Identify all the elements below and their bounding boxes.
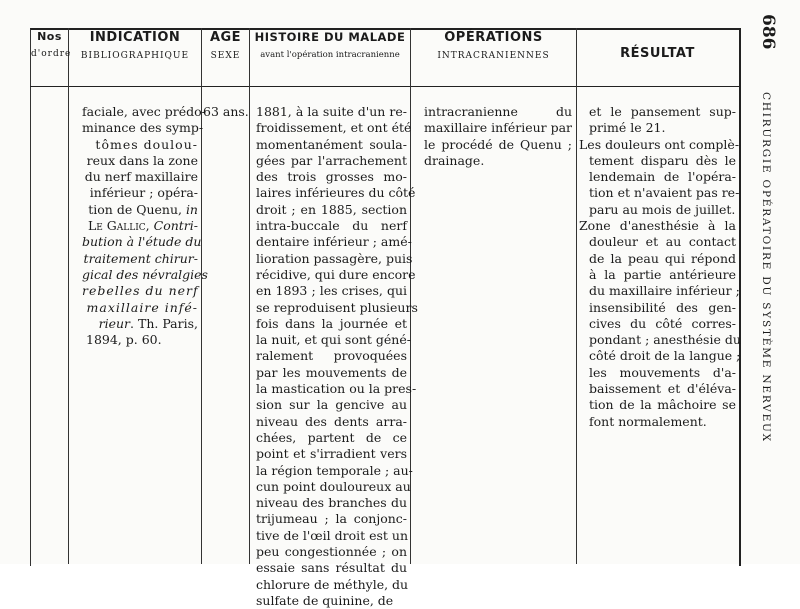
text-line: tement disparu dès le: [589, 152, 736, 168]
text-line: drainage.: [424, 152, 485, 168]
text-line: laires inférieures du côté: [256, 185, 416, 201]
text-line: minance des symp-: [82, 120, 204, 136]
text-line: la mastication ou la pres-: [256, 381, 417, 397]
text-line: du maxillaire inférieur ;: [589, 283, 740, 299]
text-line: droit ; en 1885, section: [256, 201, 407, 217]
text-line: pondant ; anesthésie du: [589, 332, 741, 348]
text-line: Les douleurs ont complè-: [579, 136, 740, 152]
column-divider: [68, 28, 69, 564]
text-line: tion de la mâchoire se: [589, 397, 736, 413]
running-head: CHIRURGIE OPÉRATOIRE DU SYSTÈME NERVEUX: [760, 92, 772, 443]
header-histoire: [250, 30, 410, 86]
text-line: côté droit de la langue ;: [589, 348, 741, 364]
resultat-cell: [579, 104, 741, 430]
text-line: par les mouvements de: [256, 364, 407, 380]
indication-cell: [82, 104, 208, 348]
page-number: 686: [758, 14, 778, 50]
header-resultat: [577, 46, 738, 102]
operations-cell: [424, 104, 572, 169]
header-resultat-title: RÉSULTAT: [620, 46, 695, 61]
text-line: inférieur ; opéra-: [89, 185, 198, 201]
text-line: rebelles du nerf: [82, 283, 199, 299]
text-line: font normalement.: [589, 413, 707, 429]
text-line: paru au mois de juillet.: [589, 201, 736, 217]
text-line: bution à l'étude du: [82, 234, 202, 250]
header-operations: [411, 30, 576, 86]
text-line: tion et n'avaient pas re-: [589, 185, 740, 201]
text-line: insensibilité des gen-: [589, 299, 736, 315]
text-line: baissement et d'éléva-: [589, 381, 736, 397]
text-line: Zone d'anesthésie à la: [579, 218, 736, 234]
text-line: les mouvements d'a-: [589, 364, 736, 380]
text-line: sion sur la gencive au: [256, 397, 407, 413]
column-divider: [249, 28, 250, 564]
header-nos-sub: d'ordre: [31, 49, 72, 59]
text-line: gées par l'arrachement: [256, 152, 407, 168]
text-line: à la partie antérieure: [589, 266, 736, 282]
text-line: trijumeau ; la conjonc-: [256, 511, 407, 527]
text-line: tômes doulou-: [95, 136, 198, 152]
text-line: maxillaire infé-: [86, 299, 198, 315]
header-operations-sub: INTRACRANIENNES: [437, 51, 550, 61]
header-indication-sub: BIBLIOGRAPHIQUE: [80, 51, 190, 61]
text-line: en 1893 ; les crises, qui: [256, 283, 407, 299]
text-line: du nerf maxillaire: [84, 169, 198, 185]
text-line: gical des névralgies: [82, 266, 208, 282]
text-line: faciale, avec prédo-: [82, 104, 206, 119]
text-line: cun point douloureux au: [256, 478, 411, 494]
text-line: rieur. Th. Paris,: [98, 315, 198, 331]
text-line: le procédé de Quenu ;: [424, 136, 572, 152]
text-line: traitement chirur-: [83, 250, 198, 266]
text-line: la nuit, et qui sont géné-: [256, 332, 411, 348]
text-line: douleur et au contact: [589, 234, 736, 250]
header-age-title: AGE: [209, 30, 242, 45]
column-divider: [576, 28, 577, 564]
text-line: et le pansement sup-: [589, 104, 736, 119]
text-line: de la peau qui répond: [589, 250, 736, 266]
text-line: fois dans la journée et: [256, 315, 407, 331]
text-line: Le Gallic, Contri-: [87, 218, 198, 234]
text-line: dentaire inférieur ; amé-: [256, 234, 412, 250]
text-line: chlorure de méthyle, du: [256, 576, 409, 592]
text-line: tive de l'œil droit est un: [256, 527, 408, 543]
text-line: sulfate de quinine, de: [256, 592, 394, 608]
text-line: niveau des dents arra-: [256, 413, 407, 429]
age-value: 63 ans.: [203, 104, 249, 119]
text-line: essaie sans résultat du: [256, 560, 407, 576]
text-line: primé le 21.: [589, 120, 666, 136]
header-nos: [31, 30, 72, 86]
text-line: froidissement, et ont été: [256, 120, 412, 136]
text-line: momentanément soula-: [256, 136, 407, 152]
text-line: maxillaire inférieur par: [424, 120, 573, 136]
text-line: 1881, à la suite d'un re-: [256, 104, 407, 119]
age-cell: [203, 104, 249, 120]
text-line: point et s'irradient vers: [256, 446, 407, 462]
header-indication-title: INDICATION: [89, 30, 181, 45]
header-indication: [69, 30, 201, 86]
text-line: peu congestionnée ; on: [256, 544, 407, 560]
header-age: [202, 30, 249, 86]
header-histoire-title: HISTOIRE DU MALADE: [254, 30, 406, 44]
text-line: intra-buccale du nerf: [256, 218, 407, 234]
text-line: niveau des branches du: [256, 495, 407, 511]
text-line: ralement provoquées: [256, 348, 407, 364]
header-nos-title: Nos: [37, 30, 62, 43]
text-line: tion de Quenu, in: [88, 201, 198, 217]
header-histoire-sub: avant l'opération intracranienne: [260, 50, 400, 60]
text-line: lioration passagère, puis: [256, 250, 413, 266]
text-line: des trois grosses mo-: [256, 169, 407, 185]
text-line: reux dans la zone: [86, 152, 198, 168]
text-line: lendemain de l'opéra-: [589, 169, 736, 185]
header-operations-title: OPÉRATIONS: [444, 30, 543, 45]
text-line: récidive, qui dure encore: [256, 266, 416, 282]
text-line: 1894, p. 60.: [86, 332, 162, 348]
text-line: chées, partent de ce: [256, 429, 407, 445]
text-line: cives du côté corres-: [589, 315, 736, 331]
header-age-sub: SEXE: [210, 51, 241, 61]
text-line: intracranienne du: [424, 104, 572, 119]
histoire-cell: [256, 104, 418, 609]
text-line: la région temporale ; au-: [256, 462, 413, 478]
text-line: se reproduisent plusieurs: [256, 299, 418, 315]
